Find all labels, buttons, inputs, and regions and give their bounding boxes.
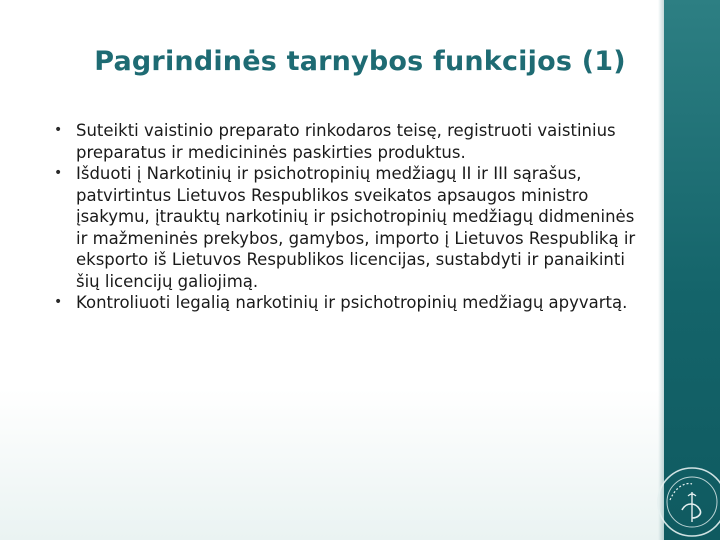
bullet-marker: • — [54, 165, 63, 181]
bullet-item — [50, 292, 640, 314]
bullet-marker: • — [54, 294, 63, 310]
bullet-item — [50, 163, 640, 292]
bullet-text: Suteikti vaistinio preparato rinkodaros teisę, registruoti vaistinius preparatus ir medicininės paskirties produktus. — [76, 121, 616, 162]
bullet-text: Išduoti į Narkotinių ir psichotropinių medžiagų II ir III sąrašus, patvirtintus Lietuvos Respublikos sveikatos apsaugos ministro įsakymu, įtrauktų narkotinių ir psichotropinių medžiagų didmeninės ir mažmeninės prekybos, gamybos, importo į Lietuvos Respubliką ir eksporto iš Lietuvos Respublikos licencijas, sustabdyti ir panaikinti šių licencijų galiojimą. — [76, 164, 636, 291]
bullet-text: Kontroliuoti legalią narkotinių ir psichotropinių medžiagų apyvartą. — [76, 293, 628, 312]
slide-title: Pagrindinės tarnybos funkcijos (1) — [94, 46, 626, 77]
agency-seal-icon — [652, 462, 720, 542]
right-decorative-bar — [664, 0, 720, 540]
bullet-item — [50, 120, 640, 163]
bullet-list — [50, 120, 640, 314]
bullet-marker: • — [54, 122, 63, 138]
